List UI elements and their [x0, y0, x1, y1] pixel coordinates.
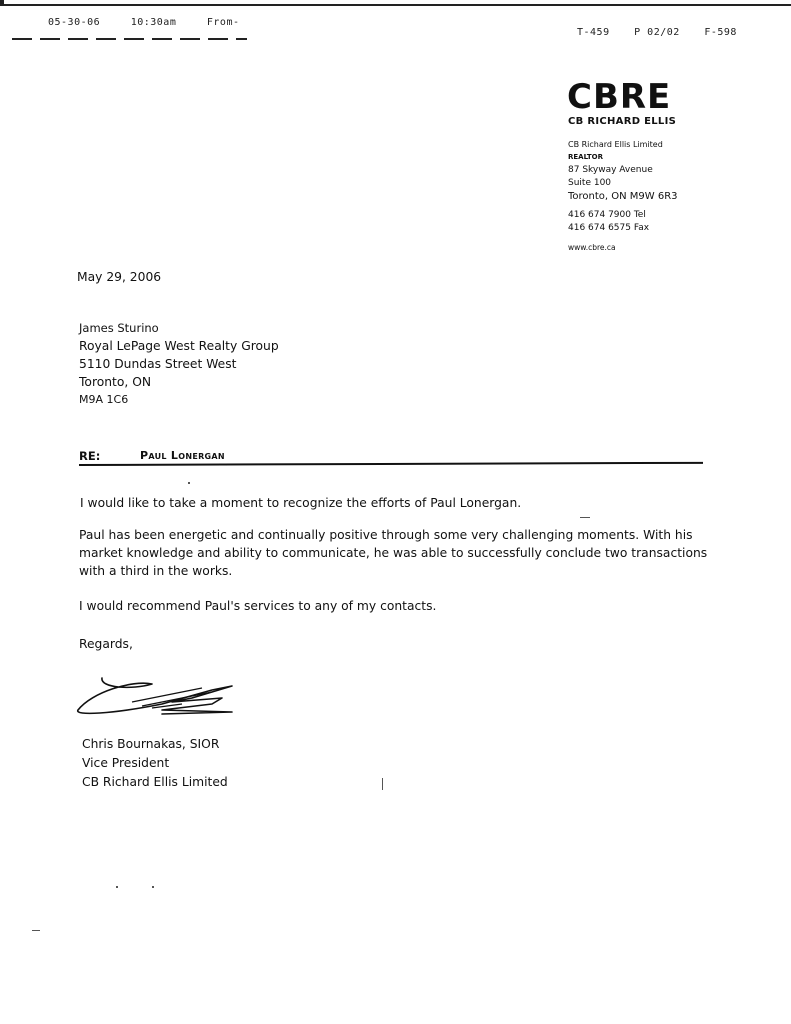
- recipient-city: Toronto, ON: [79, 375, 152, 389]
- address-line: REALTOR: [568, 153, 604, 161]
- fax-id: F-598: [704, 27, 737, 38]
- website: www.cbre.ca: [568, 243, 616, 252]
- cbre-logo: CBRE: [567, 77, 672, 117]
- paragraph-recommend: I would recommend Paul's services to any of my contacts.: [79, 599, 437, 613]
- paragraph-body: Paul has been energetic and continually positive through some very challenging moments. With his market knowledge and ability to communicate, he was able to successfully conclude two transactions with a third in the works.: [79, 528, 708, 578]
- scan-speck: [382, 778, 383, 790]
- address-line: Suite 100: [568, 178, 612, 188]
- signature-stroke: [78, 678, 232, 714]
- recipient-block: [79, 319, 279, 409]
- scan-speck: [32, 930, 40, 931]
- fax-time: 10:30am: [130, 17, 177, 28]
- company-subtitle: CB RICHARD ELLIS: [568, 116, 677, 127]
- signer-title: Vice President: [82, 756, 170, 770]
- fax-line: 416 674 6575 Fax: [568, 223, 650, 233]
- fax-header-right: [577, 27, 755, 38]
- signature: [72, 672, 242, 722]
- recipient-postal: M9A 1C6: [79, 393, 129, 406]
- scan-speck: [580, 517, 590, 518]
- phone-line: 416 674 7900 Tel: [568, 210, 646, 220]
- fax-header-left: [48, 17, 264, 28]
- signer-block: [82, 735, 228, 792]
- address-line: CB Richard Ellis Limited: [568, 140, 663, 149]
- scan-speck: [152, 886, 154, 888]
- address-line: 87 Skyway Avenue: [568, 165, 653, 175]
- scan-speck: [116, 886, 118, 888]
- re-subject: Paul Lonergan: [140, 449, 225, 462]
- signer-company: CB Richard Ellis Limited: [82, 775, 228, 789]
- closing: Regards,: [79, 637, 133, 651]
- letter-date: May 29, 2006: [77, 270, 162, 284]
- scan-speck: [188, 482, 190, 484]
- recipient-name: James Sturino: [79, 321, 159, 335]
- address-line: Toronto, ON M9W 6R3: [568, 191, 678, 202]
- recipient-street: 5110 Dundas Street West: [79, 357, 237, 371]
- re-label: RE:: [79, 449, 101, 463]
- fax-border-line: [0, 4, 791, 6]
- fax-page: P 02/02: [634, 27, 680, 38]
- fax-transmission-id: T-459: [577, 27, 610, 38]
- letterhead-address: [568, 138, 678, 254]
- fax-header-dashes: [12, 38, 247, 40]
- recipient-company: Royal LePage West Realty Group: [79, 339, 279, 353]
- fax-date: 05-30-06: [48, 17, 101, 28]
- signer-name: Chris Bournakas, SIOR: [82, 737, 220, 751]
- fax-from-label: From-: [206, 17, 240, 28]
- fax-border-corner: [0, 0, 4, 6]
- paragraph-intro: I would like to take a moment to recognize the efforts of Paul Lonergan.: [80, 496, 522, 510]
